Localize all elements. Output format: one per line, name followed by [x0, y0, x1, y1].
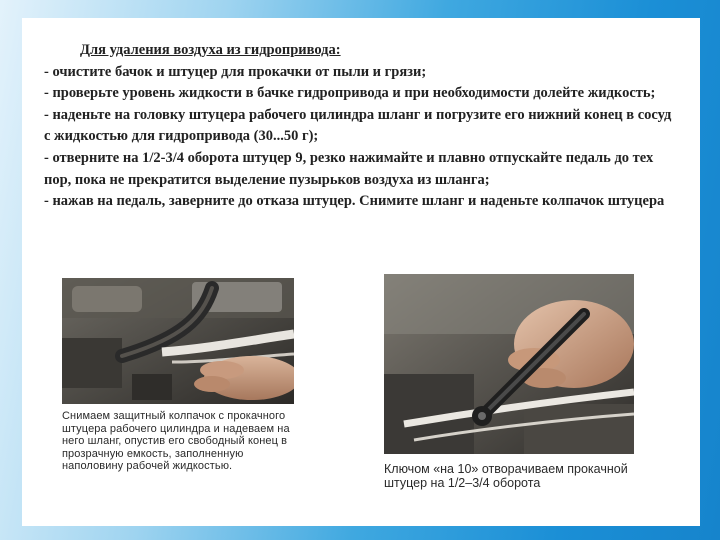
caption-right: Ключом «на 10» отворачиваем прокачной штуцер на 1/2–3/4 оборота — [384, 462, 628, 491]
instructions-heading: Для удаления воздуха из гидропривода: — [80, 42, 341, 58]
instruction-step-4: - отверните на 1/2-3/4 оборота штуцер 9, резко нажимайте и плавно отпускайте педаль до тех пор, пока не прекратится выделение пузырьков воздуха из шланга; — [44, 149, 654, 188]
caption-left: Снимаем защитный колпачок с прокачного штуцера рабочего цилиндра и надеваем на него шланг, опустив его свободный конец в прозрачную емкость, заполненную наполовину рабочей жидкостью. — [62, 410, 290, 473]
photo-wrench-on-bleed-nipple — [384, 274, 634, 454]
instructions-text — [44, 40, 674, 213]
instruction-step-5: - нажав на педаль, заверните до отказа штуцер. Снимите шланг и наденьте колпачок штуцера — [44, 193, 665, 210]
instruction-step-1: - очистите бачок и штуцер для прокачки от пыли и грязи; — [44, 63, 427, 80]
photo-hose-on-bleed-nipple — [62, 278, 294, 404]
instruction-step-3: - наденьте на головку штуцера рабочего цилиндра шланг и погрузите его нижний конец в сосуд с жидкостью для гидропривода (30...50 г); — [44, 106, 672, 145]
instruction-step-2: - проверьте уровень жидкости в бачке гидропривода и при необходимости долейте жидкость; — [44, 85, 656, 102]
